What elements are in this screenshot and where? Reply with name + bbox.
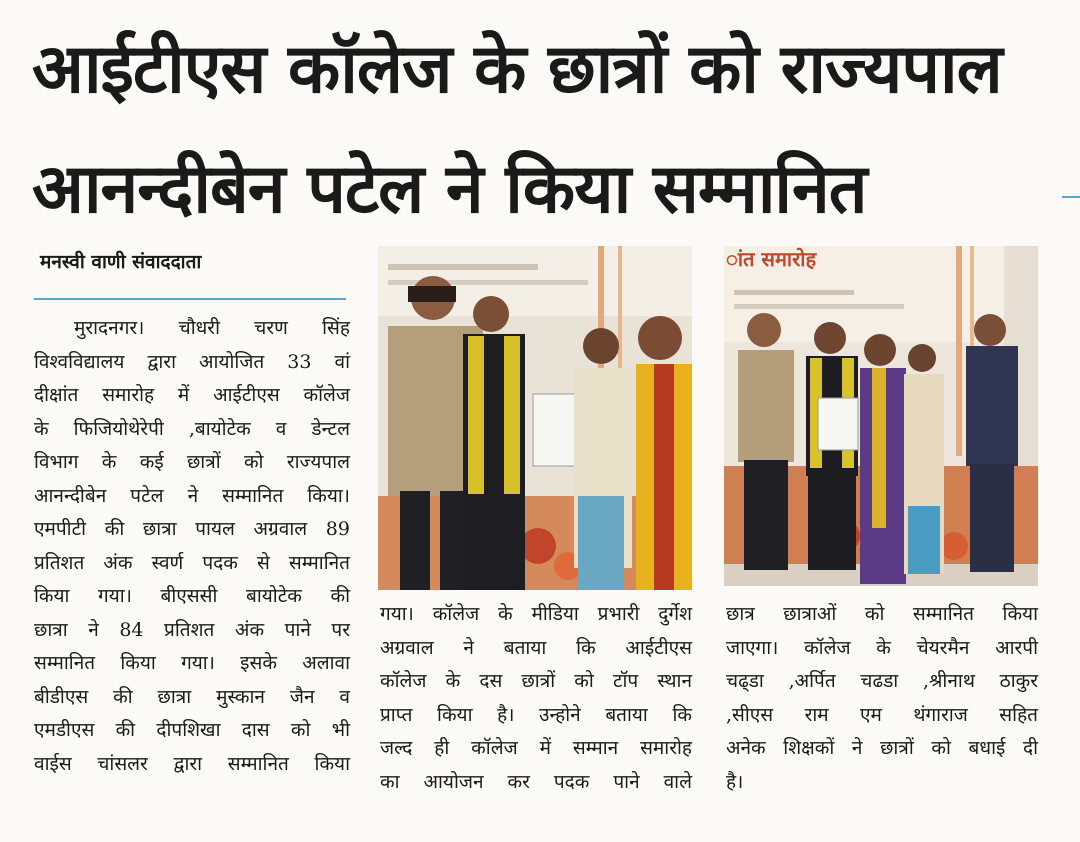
article-line: सम्मानित किया गया। इसके अलावा [34,652,350,674]
photo-award-ceremony-1-image [378,246,692,590]
article-line: एमडीएस की दीपशिखा दास को भी [34,719,350,741]
article-line: एमपीटी की छात्रा पायल अग्रवाल 89 [34,518,350,540]
photo2-banner-text: ांत समारोह [726,247,817,271]
article-line: प्रतिशत अंक स्वर्ण पदक से सम्मानित [34,551,350,574]
next-article-divider [1062,196,1080,198]
article-line: बीडीएस की छात्रा मुस्कान जैन व [34,685,350,708]
article-line: वाईस चांसलर द्वारा सम्मानित किया [34,752,350,775]
article-line: जाएगा। कॉलेज के चेयरमैन आरपी [726,636,1038,659]
photo-award-ceremony-2 [724,246,1038,586]
headline-line-2: आनन्दीबेन पटेल ने किया सम्मानित [32,150,867,229]
article-line: किया गया। बीएससी बायोटेक की [34,585,350,607]
article-column-2 [380,598,692,799]
article-column-3 [726,598,1038,799]
article-line: छात्रा ने 84 प्रतिशत अंक पाने पर [34,618,350,641]
article-line: छात्र छात्राओं को सम्मानित किया [726,603,1038,625]
article-line: अग्रवाल ने बताया कि आईटीएस [380,636,692,659]
photo-award-ceremony-1 [378,246,692,590]
article-line: अनेक शिक्षकों ने छात्रों को बधाई दी [726,737,1038,759]
article-line: चढ्डा ,अर्पित चढडा ,श्रीनाथ ठाकुर [726,670,1038,692]
article-line: के फिजियोथेरेपी ,बायोटेक व डेन्टल [34,417,350,440]
article-line: है। [726,770,744,793]
article-line: का आयोजन कर पदक पाने वाले [380,770,692,793]
byline-divider [34,298,346,300]
article-line: आनन्दीबेन पटेल ने सम्मानित किया। [34,484,350,507]
article-line: ,सीएस राम एम थंगाराज सहित [726,703,1038,726]
byline: मनस्वी वाणी संवाददाता [40,251,202,273]
photo-award-ceremony-2-image [724,246,1038,586]
article-line: कॉलेज के दस छात्रों को टॉप स्थान [380,670,692,692]
article-line: मुरादनगर। चौधरी चरण सिंह [74,317,350,339]
article-line: प्राप्त किया है। उन्होने बताया कि [380,703,692,726]
article-line: विश्वविद्यालय द्वारा आयोजित 33 वां [34,350,350,373]
article-line: दीक्षांत समारोह में आईटीएस कॉलेज [34,384,350,406]
article-column-1 [34,312,350,781]
article-line: विभाग के कई छात्रों को राज्यपाल [34,451,350,473]
article-line: गया। कॉलेज के मीडिया प्रभारी दुर्गेश [380,603,692,625]
article-line: जल्द ही कॉलेज में सम्मान समारोह [380,737,692,759]
headline-line-1: आईटीएस कॉलेज के छात्रों को राज्यपाल [32,30,1002,109]
